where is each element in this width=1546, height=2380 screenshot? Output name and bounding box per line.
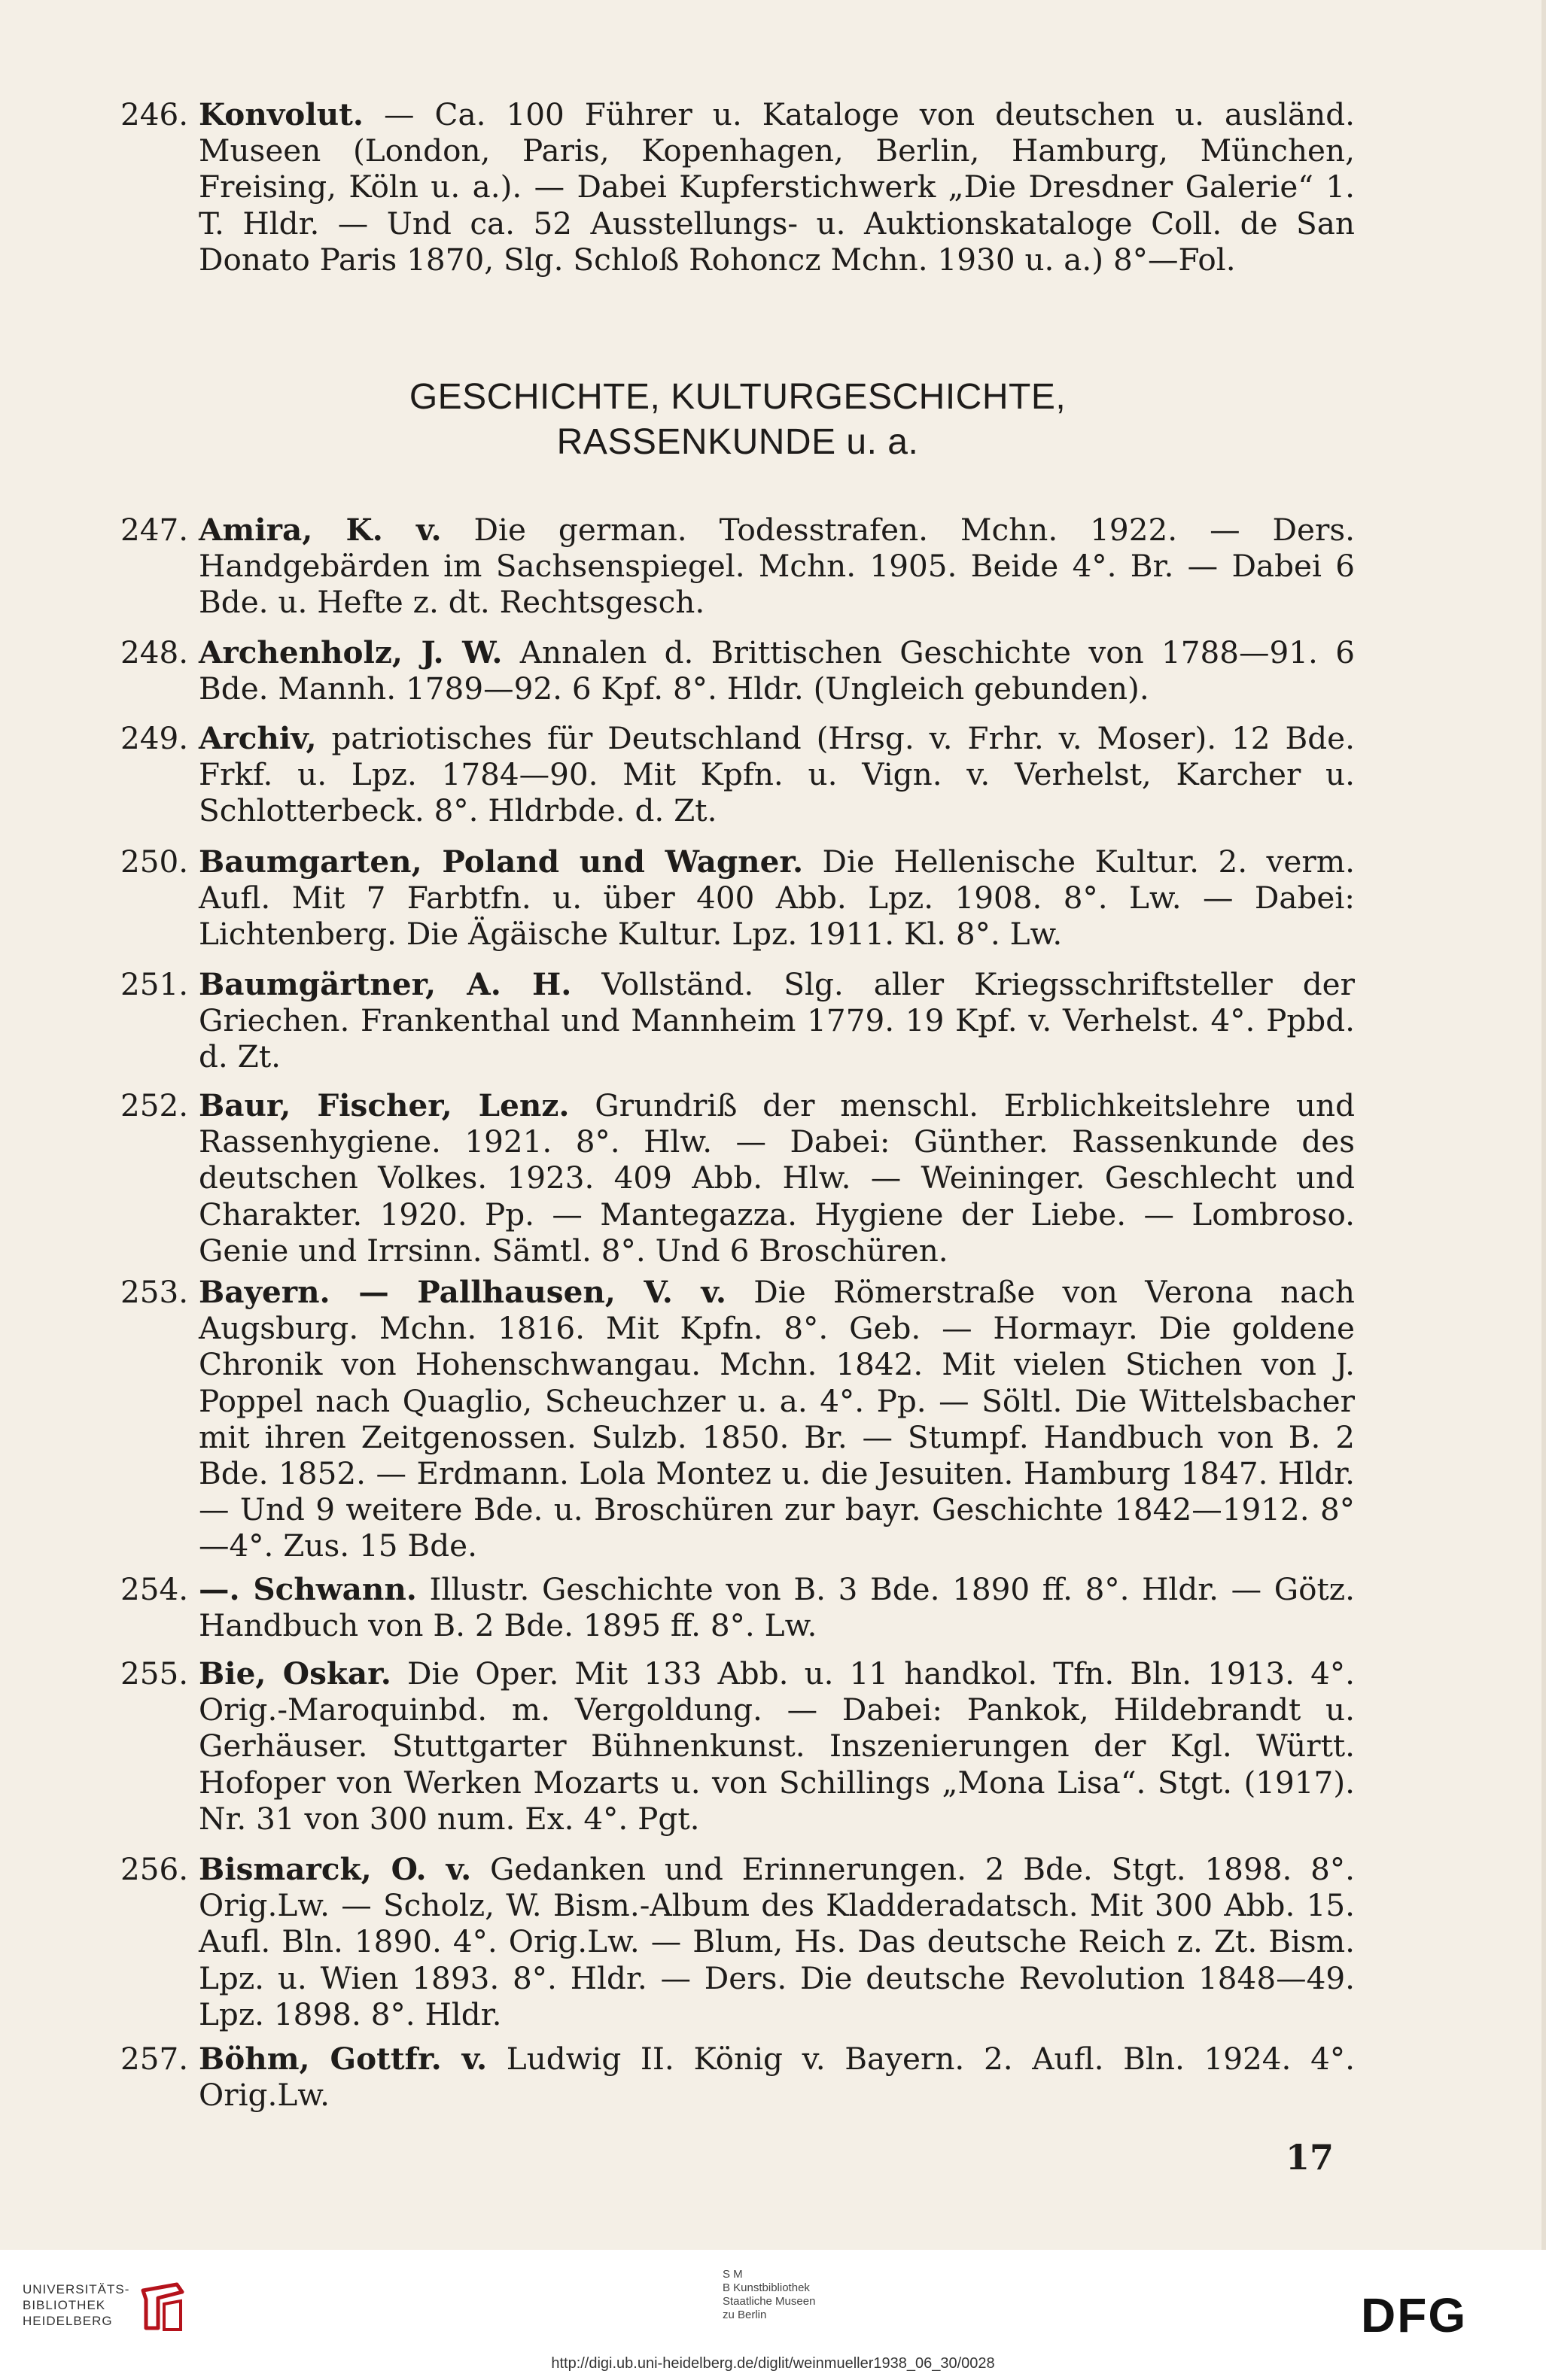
digitization-footer <box>0 2250 1546 2380</box>
entry-text: Vollständ. Slg. aller Kriegsschriftsteller der Griechen. Frankenthal und Mannheim 1779. 19 Kpf. v. Verhelst. 4°. Ppbd. d. Zt. <box>199 966 1356 1075</box>
entry-text: Die Hellenische Kultur. 2. verm. Aufl. Mit 7 Farbtfn. u. über 400 Abb. Lpz. 1908. 8°. Lw. — Dabei: Lichtenberg. Die Ägäische Kultur. Lpz. 1911. Kl. 8°. Lw. <box>199 843 1355 953</box>
entry-body <box>199 1087 1355 1269</box>
entry-body <box>199 966 1355 1075</box>
entry-text: Die german. Todesstrafen. Mchn. 1922. — Ders. Handgebärden im Sachsenspiegel. Mchn. 1905. Beide 4°. Br. — Dabei 6 Bde. u. Hefte z. dt. Rechtsgesch. <box>199 512 1355 621</box>
entry-title: Amira, K. v. <box>199 512 442 548</box>
catalog-entry <box>120 1087 1355 1269</box>
entry-text: Die Römerstraße von Verona nach Augsburg. Mchn. 1816. Mit Kpfn. 8°. Geb. — Hormayr. Die goldene Chronik von Hohenschwangau. Mchn. 1842. Mit vielen Stichen von J. Poppel nach Quaglio, Scheuchzer u. a. 4°. Pp. — Söltl. Die Wittelsbacher mit ihren Zeitgenossen. Sulzb. 1850. Br. — Stumpf. Handbuch von B. 2 Bde. 1852. — Erdmann. Lola Montez u. die Jesuiten. Hamburg 1847. Hldr. — Und 9 weitere Bde. u. Broschüren zur bayr. Geschichte 1842—1912. 8°—4°. Zus. 15 Bde. <box>199 1274 1355 1564</box>
entry-title: Konvolut. <box>199 96 364 132</box>
entry-text: Illustr. Geschichte von B. 3 Bde. 1890 ff. 8°. Hldr. — Götz. Handbuch von B. 2 Bde. 1895 ff. 8°. Lw. <box>199 1571 1355 1644</box>
entry-body <box>199 1655 1355 1837</box>
entry-number: 251. <box>120 966 189 1002</box>
entry-body <box>199 2041 1355 2113</box>
kunstbibliothek-logo[interactable]: S M B Kunstbibliothek Staatliche Museen zu Berlin <box>723 2268 816 2321</box>
section-heading-line-2: RASSENKUNDE u. a. <box>556 422 919 462</box>
entry-number: 253. <box>120 1274 189 1310</box>
library-emblem-icon <box>135 2281 188 2336</box>
catalog-entry <box>120 512 1355 621</box>
entry-body <box>199 512 1355 621</box>
entry-text: Ludwig II. König v. Bayern. 2. Aufl. Bln. 1924. 4°. Orig.Lw. <box>199 2041 1355 2114</box>
entry-text: Die Oper. Mit 133 Abb. u. 11 handkol. Tfn. Bln. 1913. 4°. Orig.-Maroquinbd. m. Vergoldung. — Dabei: Pankok, Hildebrandt u. Gerhäuser. Stuttgarter Bühnenkunst. Inszenierungen der Kgl. Württ. Hofoper von Werken Mozarts u. von Schillings „Mona Lisa“. Stgt. (1917). Nr. 31 von 300 num. Ex. 4°. Pgt. <box>199 1655 1355 1837</box>
catalog-entry <box>120 2041 1355 2113</box>
catalog-entry <box>120 720 1355 829</box>
catalog-entry <box>120 843 1355 953</box>
entry-text: Annalen d. Brittischen Geschichte von 1788—91. 6 Bde. Mannh. 1789—92. 6 Kpf. 8°. Hldr. (Ungleich gebunden). <box>199 634 1355 707</box>
entry-body <box>199 843 1355 953</box>
entry-body <box>199 1274 1355 1564</box>
entry-title: Archiv, <box>199 720 317 756</box>
dfg-logo[interactable]: DFG <box>1361 2288 1468 2342</box>
catalog-entry <box>120 634 1355 707</box>
entry-body <box>199 1571 1355 1643</box>
entry-title: Bayern. — Pallhausen, V. v. <box>199 1274 726 1310</box>
entry-body <box>199 634 1355 707</box>
entry-number: 257. <box>120 2041 189 2077</box>
entry-text: Grundriß der menschl. Erblichkeitslehre und Rassenhygiene. 1921. 8°. Hlw. — Dabei: Günther. Rassenkunde des deutschen Volkes. 1923. 409 Abb. Hlw. — Weininger. Geschlecht und Charakter. 1920. Pp. — Mantegazza. Hygiene der Liebe. — Lombroso. Genie und Irrsinn. Sämtl. 8°. Und 6 Broschüren. <box>199 1087 1356 1269</box>
page-number: 17 <box>1286 2137 1334 2178</box>
entry-title: Bie, Oskar. <box>199 1655 391 1692</box>
catalog-entry <box>120 1851 1355 2032</box>
entry-number: 247. <box>120 512 189 548</box>
entry-body <box>199 720 1355 829</box>
entry-title: Baumgarten, Poland und Wagner. <box>199 843 804 880</box>
entry-text: Gedanken und Erinnerungen. 2 Bde. Stgt. 1898. 8°. Orig.Lw. — Scholz, W. Bism.-Album des Kladderadatsch. Mit 300 Abb. 15. Aufl. Bln. 1890. 4°. Orig.Lw. — Blum, Hs. Das deutsche Reich z. Zt. Bism. Lpz. u. Wien 1893. 8°. Hldr. — Ders. Die deutsche Revolution 1848—49. Lpz. 1898. 8°. Hldr. <box>199 1851 1355 2032</box>
catalog-entry <box>120 1274 1355 1564</box>
section-heading-line-1: GESCHICHTE, KULTURGESCHICHTE, <box>409 377 1067 417</box>
entry-title: Böhm, Gottfr. v. <box>199 2041 488 2077</box>
entry-title: Bismarck, O. v. <box>199 1851 472 1887</box>
entry-title: Archenholz, J. W. <box>199 634 503 670</box>
entry-number: 250. <box>120 843 189 880</box>
entry-text: patriotisches für Deutschland (Hrsg. v. Frhr. v. Moser). 12 Bde. Frkf. u. Lpz. 1784—90. Mit Kpfn. u. Vign. v. Verhelst, Karcher u. Schlotterbeck. 8°. Hldrbde. d. Zt. <box>199 720 1355 829</box>
entry-title: —. Schwann. <box>199 1571 417 1607</box>
entry-number: 249. <box>120 720 189 756</box>
entry-number: 254. <box>120 1571 189 1607</box>
catalog-entry <box>120 96 1355 278</box>
source-url-link[interactable]: http://digi.ub.uni-heidelberg.de/diglit/weinmueller1938_06_30/0028 <box>551 2355 995 2372</box>
entry-body <box>199 96 1355 278</box>
entry-title: Baumgärtner, A. H. <box>199 966 572 1002</box>
library-logo-text: UNIVERSITÄTS- BIBLIOTHEK HEIDELBERG <box>23 2282 130 2328</box>
entry-text: — Ca. 100 Führer u. Kataloge von deutschen u. ausländ. Museen (London, Paris, Kopenhagen, Berlin, Hamburg, München, Freising, Köln u. a.). — Dabei Kupferstichwerk „Die Dresdner Galerie“ 1. T. Hldr. — Und ca. 52 Ausstellungs- u. Auktionskataloge Coll. de San Donato Paris 1870, Slg. Schloß Rohoncz Mchn. 1930 u. a.) 8°—Fol. <box>199 96 1355 278</box>
catalog-entry <box>120 1571 1355 1643</box>
entry-number: 248. <box>120 634 189 670</box>
entry-number: 256. <box>120 1851 189 1887</box>
entry-body <box>199 1851 1355 2032</box>
entry-title: Baur, Fischer, Lenz. <box>199 1087 570 1123</box>
section-heading <box>120 375 1355 465</box>
university-library-logo[interactable] <box>23 2281 188 2342</box>
entry-number: 252. <box>120 1087 189 1123</box>
catalog-entry <box>120 966 1355 1075</box>
entry-number: 255. <box>120 1655 189 1692</box>
entry-number: 246. <box>120 96 189 132</box>
catalog-entry <box>120 1655 1355 1837</box>
